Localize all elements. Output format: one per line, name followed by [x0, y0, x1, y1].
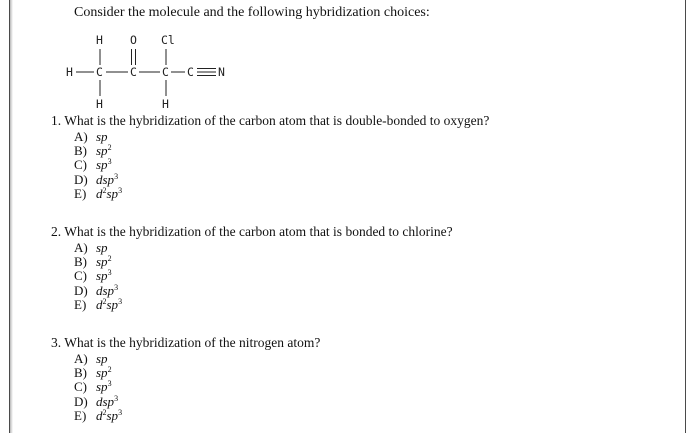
atom-top-cl: Cl — [161, 33, 175, 47]
choice-c: C) $sp^3$ — [74, 268, 112, 284]
atom-h-left: H — [66, 65, 73, 79]
atom-c1: C — [96, 65, 103, 79]
atom-top-o: O — [130, 33, 137, 47]
question-3 — [51, 335, 320, 351]
choice-b: B) $sp^2$ — [74, 365, 112, 381]
page-right-border — [685, 0, 686, 433]
question-number: 1. — [51, 113, 62, 128]
atom-bottom-h1: H — [96, 97, 103, 111]
choice-b: B) $sp^2$ — [74, 143, 112, 159]
choice-b: B) $sp^2$ — [74, 254, 112, 270]
choices-q2 — [74, 241, 122, 312]
question-1 — [51, 113, 489, 129]
atom-c3: C — [162, 65, 169, 79]
choice-a: A) sp — [74, 129, 108, 144]
choice-e: E) $d^2sp^3$ — [74, 296, 123, 312]
question-text: What is the hybridization of the carbon atom that is double-bonded to oxygen? — [64, 113, 490, 128]
atom-top-h: H — [96, 33, 103, 47]
choice-d: D) dsp$^3$ — [74, 282, 119, 298]
choice-d: D) dsp$^3$ — [74, 393, 119, 409]
atom-c4: C — [187, 65, 194, 79]
choice-e: E) $d^2sp^3$ — [74, 407, 123, 423]
choices-q1 — [74, 130, 122, 201]
page-left-shadow — [10, 0, 13, 433]
question-number: 3. — [51, 335, 62, 350]
choice-e: E) $d^2sp^3$ — [74, 185, 123, 201]
choice-c: C) $sp^3$ — [74, 379, 112, 395]
choice-a: A) sp — [74, 240, 108, 255]
choice-a: A) sp — [74, 351, 108, 366]
question-number: 2. — [51, 224, 62, 239]
question-text: What is the hybridization of the nitrogen atom? — [64, 335, 321, 350]
question-2 — [51, 224, 453, 240]
atom-n: N — [218, 65, 225, 79]
question-text: What is the hybridization of the carbon atom that is bonded to chlorine? — [64, 224, 453, 239]
atom-bottom-h2: H — [162, 97, 169, 111]
choice-c: C) $sp^3$ — [74, 157, 112, 173]
choices-q3 — [74, 352, 122, 423]
molecule-structure — [60, 32, 260, 114]
intro-text: Consider the molecule and the following hybridization choices: — [74, 5, 430, 20]
choice-d: D) dsp$^3$ — [74, 171, 119, 187]
atom-c2: C — [130, 65, 137, 79]
